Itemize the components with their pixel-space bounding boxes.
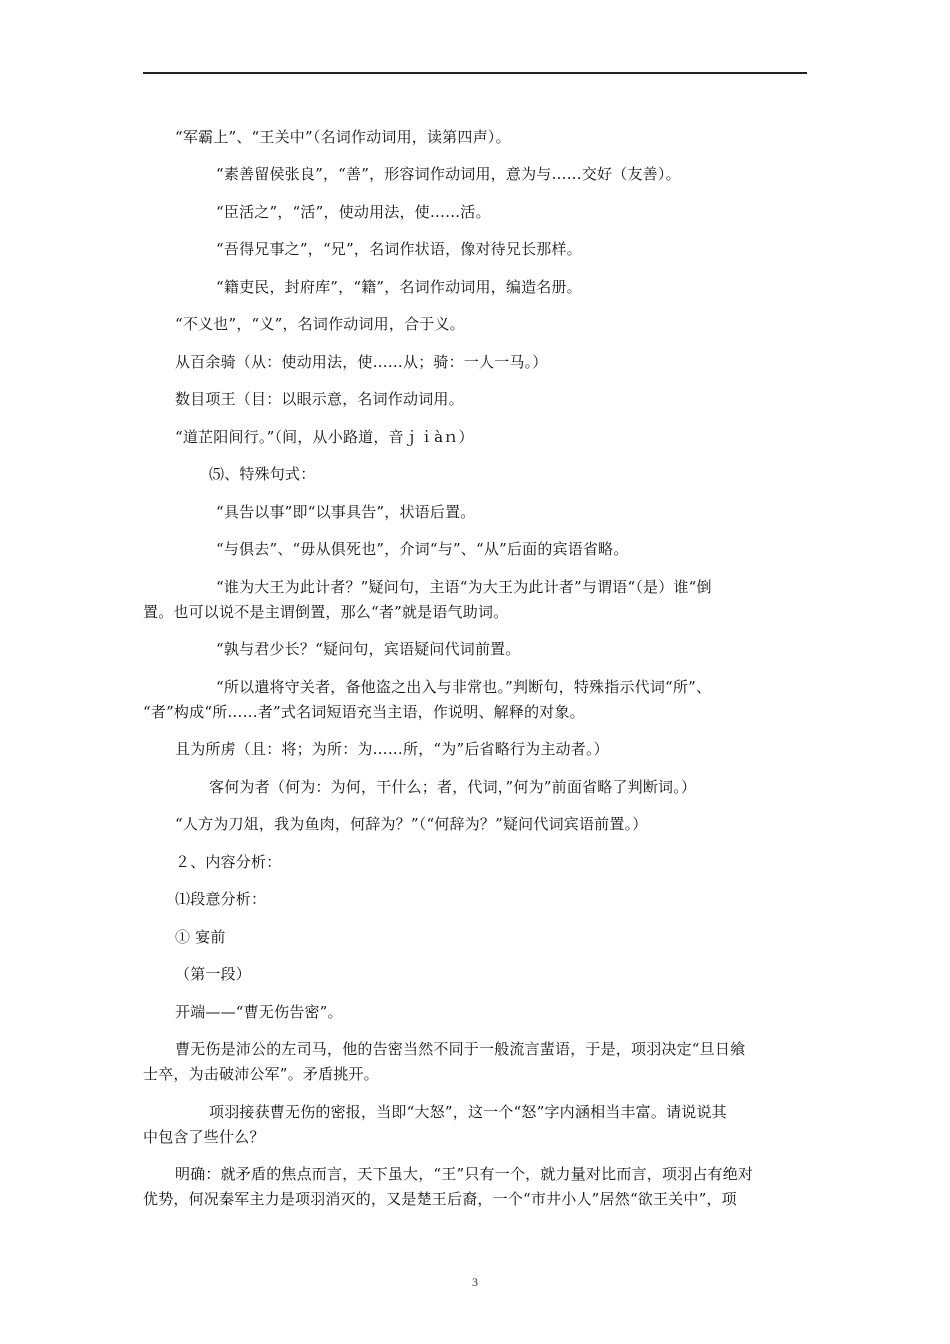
text-line: 明确：就矛盾的焦点而言，天下虽大，“王”只有一个，就力量对比而言，项羽占有绝对 (175, 1165, 754, 1183)
text-line: 客何为者（何为：为何，干什么；者，代词，”何为”前面省略了判断词。） (209, 778, 697, 796)
section-heading: ① 宴前 (175, 928, 226, 946)
text-line: 士卒，为击破沛公军”。矛盾挑开。 (143, 1065, 379, 1083)
text-line: 优势，何况秦军主力是项羽消灭的，又是楚王后裔，一个“市井小人”居然“欲王关中”，项 (143, 1190, 737, 1208)
text-line: 且为所虏（且：将；为所：为……所，“为”后省略行为主动者。） (175, 740, 609, 758)
section-heading: ２、内容分析： (175, 853, 282, 871)
text-line: 从百余骑（从：使动用法，使……从；骑：一人一马。） (175, 353, 548, 371)
text-line: 置。也可以说不是主谓倒置，那么“者”就是语气助词。 (143, 603, 509, 621)
text-line: “具告以事”即“以事具告”，状语后置。 (216, 503, 476, 521)
text-line: （第一段） (175, 965, 252, 983)
section-heading: ⑴段意分析： (175, 890, 267, 908)
text-line: “与俱去”、“毋从俱死也”，介词“与”、“从”后面的宾语省略。 (216, 540, 629, 558)
text-line: “所以遣将守关者，备他盗之出入与非常也。”判断句，特殊指示代词“所”、 (216, 678, 712, 696)
text-line: “军霸上”、“王关中”（名词作动词用，读第四声）。 (175, 128, 511, 146)
text-line: “素善留侯张良”，“善”，形容词作动词用，意为与……交好（友善）。 (216, 165, 681, 183)
page-number: 3 (472, 1275, 478, 1289)
text-line: 曹无伤是沛公的左司马，他的告密当然不同于一般流言蜚语，于是，项羽决定“旦日飨 (175, 1040, 746, 1058)
text-line: “吾得兄事之”，“兄”，名词作状语，像对待兄长那样。 (216, 240, 582, 258)
text-line: 项羽接获曹无伤的密报，当即“大怒”，这一个“怒”字内涵相当丰富。请说说其 (209, 1103, 727, 1121)
text-line: “者”构成“所……者”式名词短语充当主语，作说明、解释的对象。 (143, 703, 585, 721)
text-line: 数目项王（目：以眼示意，名词作动词用。 (175, 390, 464, 408)
text-line: “孰与君少长？“疑问句，宾语疑问代词前置。 (216, 640, 521, 658)
text-line: “道芷阳间行。”（间，从小路道，音ｊｉàｎ） (175, 428, 474, 446)
text-line: “谁为大王为此计者？”疑问句，主语“为大王为此计者”与谓语“（是）谁“倒 (216, 578, 712, 596)
section-heading: ⑸、特殊句式： (209, 465, 316, 483)
text-line: 开端——“曹无伤告密”。 (175, 1003, 343, 1021)
text-line: “籍吏民，封府库”，“籍”，名词作动词用，编造名册。 (216, 278, 582, 296)
text-line: 中包含了些什么？ (143, 1128, 265, 1146)
text-line: “人方为刀俎，我为鱼肉，何辞为？”（“何辞为？”疑问代词宾语前置。） (175, 815, 648, 833)
text-line: “臣活之”，“活”，使动用法，使……活。 (216, 203, 491, 221)
text-line: “不义也”，“义”，名词作动词用，合于义。 (175, 315, 465, 333)
header-rule (143, 72, 807, 74)
